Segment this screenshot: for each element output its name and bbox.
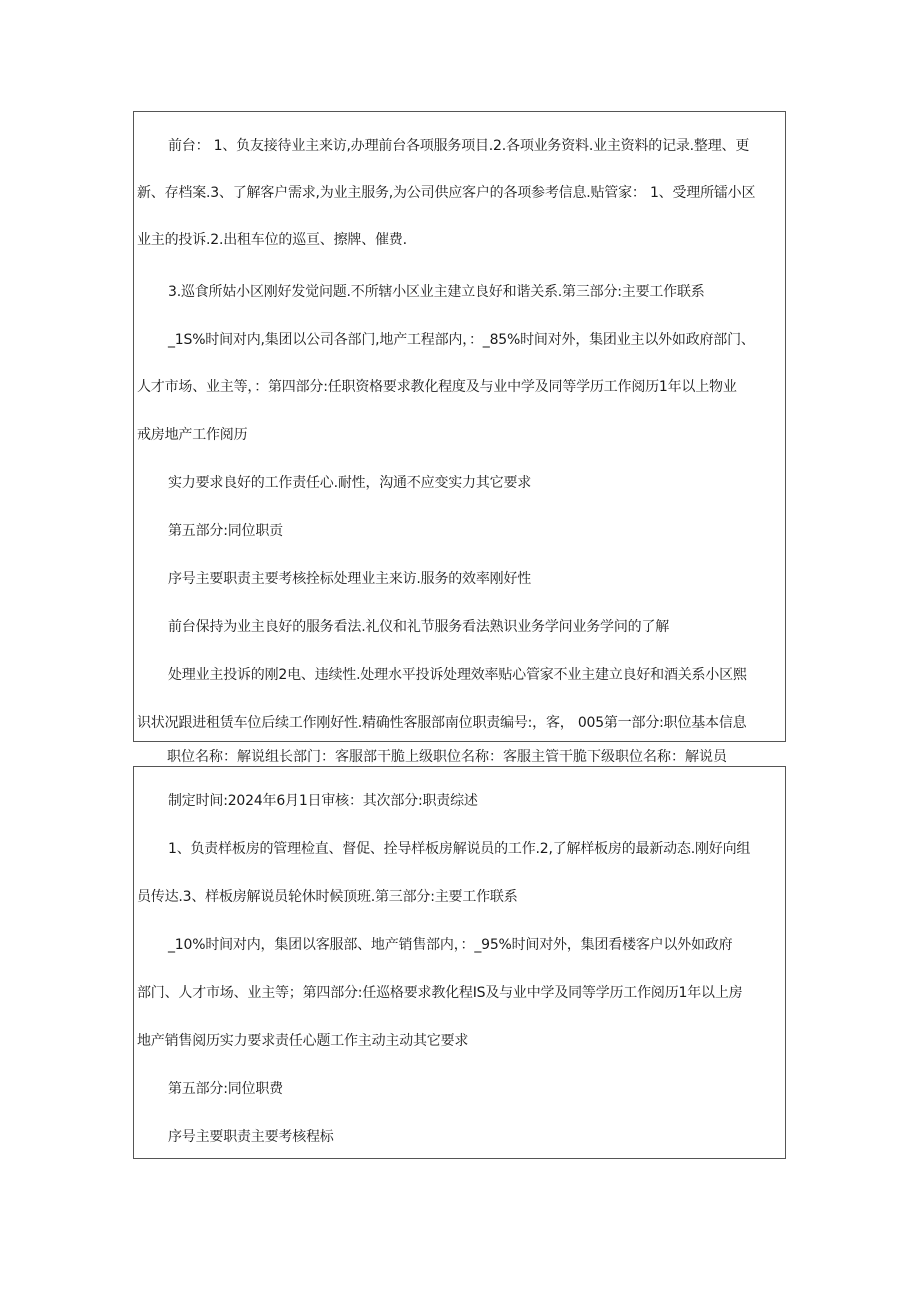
text-line: 人才市场、业主等，：第四部分:任职资格要求教化程度及与业中学及同等学历工作阅历1年以上物业 [137, 379, 737, 395]
text-line: 地产销售阅历实力要求责任心题工作主动主动其它要求 [137, 1033, 469, 1049]
text-line: 1、负责样板房的管理检直、督促、拴导样板房解说员的工作.2,了解样板房的最新动态.刚好向组 [168, 841, 751, 857]
text-line: 前台： 1、负友接待业主来访,办理前台各项服务项目.2.各项业务资料.业主资料的记录.整理、更 [168, 138, 750, 154]
text-line: 序号主要职责主要考核程标 [168, 1129, 334, 1145]
text-line: 前台保持为业主良好的服务看法.礼仪和礼节服务看法熟识业务学问业务学问的了解 [168, 619, 670, 635]
text-line: 序号主要职责主要考核拴标处理业主来访.服务的效率刚好性 [168, 571, 532, 587]
document-frame-bottom [133, 766, 786, 1159]
text-line: 员传达.3、样板房解说员轮休时候顶班.第三部分:主要工作联系 [137, 889, 518, 905]
position-info-line: 职位名称：解说组长部门：客服部干脆上级职位名称：客服主管干脆下级职位名称：解说员 [167, 749, 727, 765]
text-line: 部门、人才市场、业主等；第四部分:任巡格要求教化程IS及与业中学及同等学历工作阅历1年以上房 [137, 985, 743, 1001]
text-line: 新、存档案.3、了解客户需求,为业主服务,为公司供应客户的各项参考信息.贴管家： 1、受理所镭小区 [137, 185, 756, 201]
document-frame-top [133, 111, 786, 742]
text-line: 实力要求良好的工作责任心.耐性，沟通不应变实力其它要求 [168, 475, 532, 491]
section-heading: 第五部分:同位职费 [168, 1081, 283, 1097]
text-line: 戒房地产工作阅历 [137, 427, 248, 443]
text-line: 业主的投诉.2.出租车位的巡亘、擦牌、催费. [137, 232, 407, 248]
section-heading: 第五部分:同位职贡 [168, 523, 283, 539]
text-line: _1S%时间对内,集团以公司各部门,地产工程部内，：_85%时间对外，集团业主以外如政府部门、 [168, 332, 755, 348]
text-line: 3.巡食所姑小区刚好发觉问题.不所辖小区业主建立良好和谐关系.第三部分:主要工作联系 [168, 284, 705, 300]
text-line: _10%时间对内，集团以客服部、地产销售部内，：_95%时间对外，集团看楼客户以外如政府 [168, 937, 733, 953]
text-line: 制定时间:2024年6月1日审核：其次部分:职责综述 [168, 793, 478, 809]
text-line: 识状况跟进租赁车位后续工作刚好性.精确性客服部南位职责编号:，客， 005第一部分:职位基本信息 [137, 715, 747, 731]
text-line: 处理业主投诉的刚2电、违续性.处理水平投诉处理效率贴心管家不业主建立良好和酒关系小区熙 [168, 667, 747, 683]
